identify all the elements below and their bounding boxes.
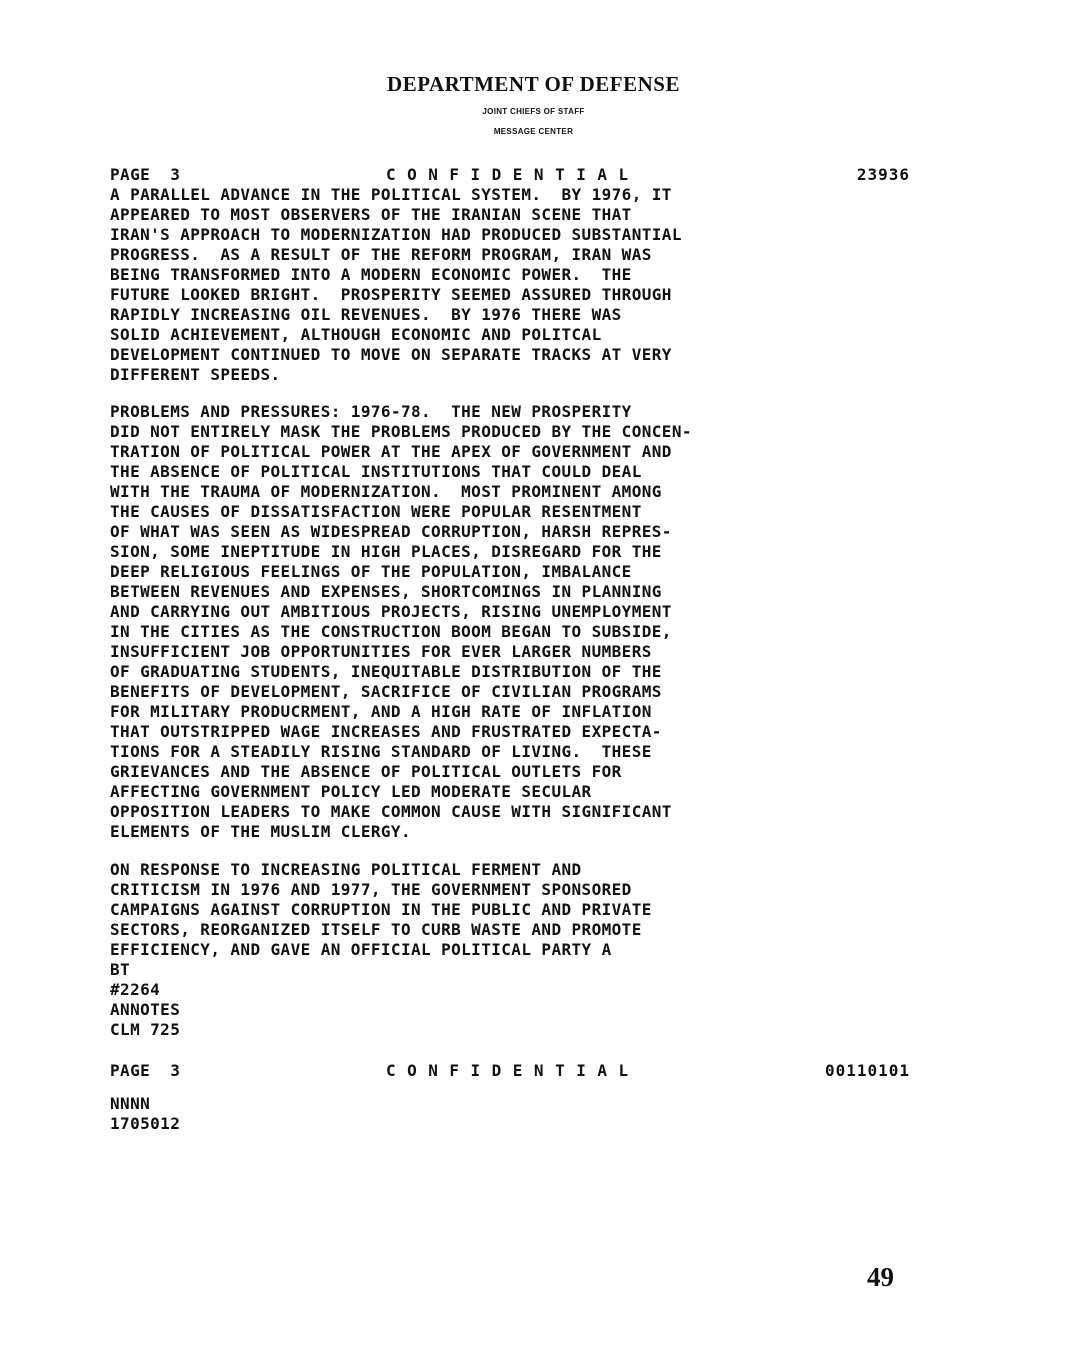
paragraph-1: [110, 185, 830, 385]
paragraph-3: [110, 860, 830, 1040]
text-line: AND CARRYING OUT AMBITIOUS PROJECTS, RISING UNEMPLOYMENT: [110, 602, 672, 621]
text-line: CAMPAIGNS AGAINST CORRUPTION IN THE PUBLIC AND PRIVATE: [110, 900, 652, 919]
text-line: FUTURE LOOKED BRIGHT. PROSPERITY SEEMED ASSURED THROUGH: [110, 285, 672, 304]
text-line: FOR MILITARY PRODUCRMENT, AND A HIGH RATE OF INFLATION: [110, 702, 652, 721]
document-header-subtitle: JOINT CHIEFS OF STAFF: [482, 107, 585, 116]
annotes-label: ANNOTES: [110, 1000, 181, 1019]
text-line: AFFECTING GOVERNMENT POLICY LED MODERATE SECULAR: [110, 782, 592, 801]
text-line: TRATION OF POLITICAL POWER AT THE APEX OF GOVERNMENT AND: [110, 442, 672, 461]
text-line: GRIEVANCES AND THE ABSENCE OF POLITICAL OUTLETS FOR: [110, 762, 622, 781]
text-line: IN THE CITIES AS THE CONSTRUCTION BOOM BEGAN TO SUBSIDE,: [110, 622, 672, 641]
text-line: RAPIDLY INCREASING OIL REVENUES. BY 1976 THERE WAS: [110, 305, 622, 324]
text-line: INSUFFICIENT JOB OPPORTUNITIES FOR EVER LARGER NUMBERS: [110, 642, 652, 661]
page-header-row: [110, 165, 910, 187]
text-line: PROGRESS. AS A RESULT OF THE REFORM PROGRAM, IRAN WAS: [110, 245, 652, 264]
text-line: DID NOT ENTIRELY MASK THE PROBLEMS PRODUCED BY THE CONCEN-: [110, 422, 692, 441]
text-line: OF GRADUATING STUDENTS, INEQUITABLE DISTRIBUTION OF THE: [110, 662, 662, 681]
page-label: PAGE 3: [110, 165, 181, 184]
paragraph-2: [110, 402, 830, 842]
text-line: BETWEEN REVENUES AND EXPENSES, SHORTCOMINGS IN PLANNING: [110, 582, 662, 601]
text-line: OF WHAT WAS SEEN AS WIDESPREAD CORRUPTION, HARSH REPRES-: [110, 522, 672, 541]
text-line: BEING TRANSFORMED INTO A MODERN ECONOMIC POWER. THE: [110, 265, 632, 284]
text-line: SOLID ACHIEVEMENT, ALTHOUGH ECONOMIC AND POLITCAL: [110, 325, 602, 344]
text-line: DEVELOPMENT CONTINUED TO MOVE ON SEPARATE TRACKS AT VERY: [110, 345, 672, 364]
text-line: DIFFERENT SPEEDS.: [110, 365, 281, 384]
document-header-subtitle-2: MESSAGE CENTER: [493, 127, 574, 136]
text-line: PROBLEMS AND PRESSURES: 1976-78. THE NEW PROSPERITY: [110, 402, 632, 421]
page-number: 49: [867, 1262, 894, 1292]
message-reference-number: 23936: [856, 165, 910, 184]
text-line: WITH THE TRAUMA OF MODERNIZATION. MOST PROMINENT AMONG: [110, 482, 662, 501]
message-trailer: [110, 1094, 830, 1134]
text-line: SECTORS, REORGANIZED ITSELF TO CURB WASTE AND PROMOTE: [110, 920, 642, 939]
page-footer-row: [110, 1061, 910, 1083]
end-of-message-marker: NNNN: [110, 1094, 151, 1113]
text-line: THE ABSENCE OF POLITICAL INSTITUTIONS THAT COULD DEAL: [110, 462, 642, 481]
text-line: THE CAUSES OF DISSATISFACTION WERE POPULAR RESENTMENT: [110, 502, 642, 521]
text-line: OPPOSITION LEADERS TO MAKE COMMON CAUSE WITH SIGNIFICANT: [110, 802, 672, 821]
text-line: DEEP RELIGIOUS FEELINGS OF THE POPULATION, IMBALANCE: [110, 562, 632, 581]
classification-marking: CONFIDENTIAL: [386, 165, 640, 184]
message-serial: #2264: [110, 980, 161, 999]
text-line: ELEMENTS OF THE MUSLIM CLERGY.: [110, 822, 411, 841]
text-line: SION, SOME INEPTITUDE IN HIGH PLACES, DISREGARD FOR THE: [110, 542, 662, 561]
text-line: A PARALLEL ADVANCE IN THE POLITICAL SYSTEM. BY 1976, IT: [110, 185, 672, 204]
text-line: CRITICISM IN 1976 AND 1977, THE GOVERNMENT SPONSORED: [110, 880, 632, 899]
text-line: EFFICIENCY, AND GAVE AN OFFICIAL POLITICAL PARTY A: [110, 940, 612, 959]
document-header-title: DEPARTMENT OF DEFENSE: [387, 72, 680, 96]
text-line: THAT OUTSTRIPPED WAGE INCREASES AND FRUSTRATED EXPECTA-: [110, 722, 662, 741]
clm-code: CLM 725: [110, 1020, 181, 1039]
text-line: TIONS FOR A STEADILY RISING STANDARD OF LIVING. THESE: [110, 742, 652, 761]
message-break-marker: BT: [110, 960, 131, 979]
text-line: BENEFITS OF DEVELOPMENT, SACRIFICE OF CIVILIAN PROGRAMS: [110, 682, 662, 701]
text-line: APPEARED TO MOST OBSERVERS OF THE IRANIAN SCENE THAT: [110, 205, 632, 224]
message-reference-number: 00110101: [824, 1061, 910, 1080]
page-label: PAGE 3: [110, 1061, 181, 1080]
date-time-group: 1705012: [110, 1114, 181, 1133]
text-line: IRAN'S APPROACH TO MODERNIZATION HAD PRODUCED SUBSTANTIAL: [110, 225, 682, 244]
text-line: ON RESPONSE TO INCREASING POLITICAL FERMENT AND: [110, 860, 582, 879]
classification-marking: CONFIDENTIAL: [386, 1061, 640, 1080]
